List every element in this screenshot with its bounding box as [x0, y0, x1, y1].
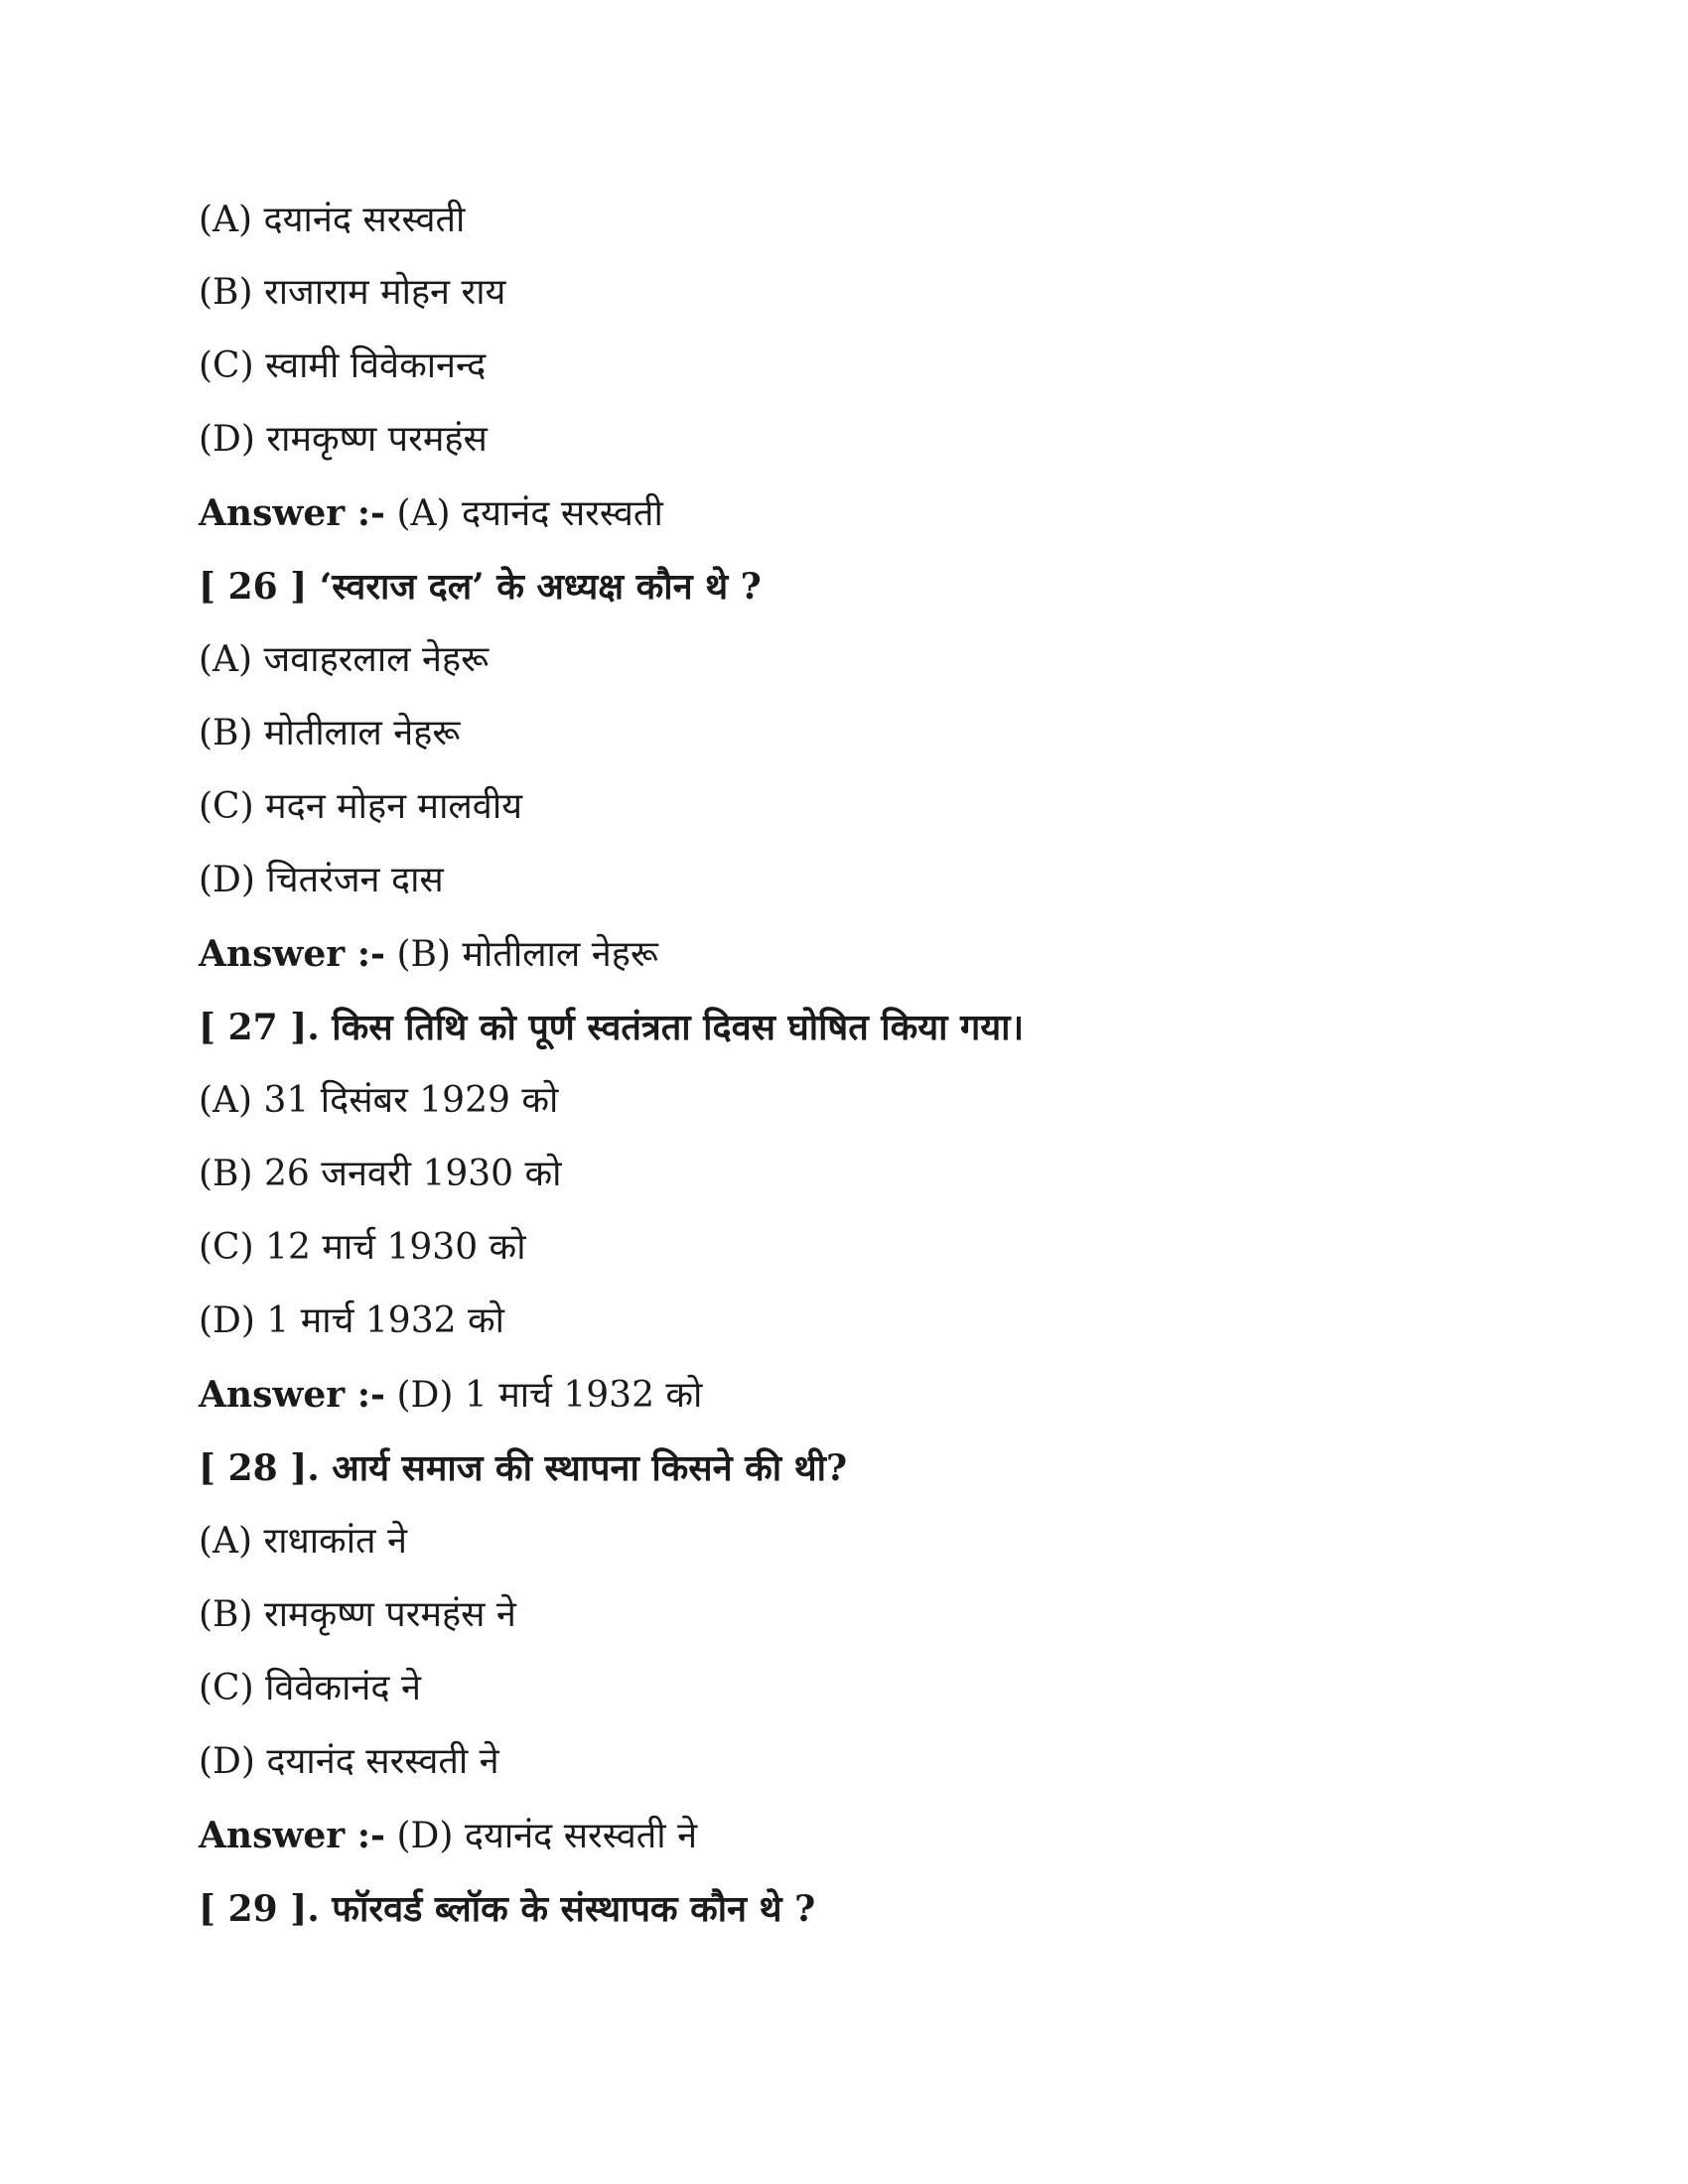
option-c-q25: (C) स्वामी विवेकानन्द — [199, 345, 487, 386]
question-27: [ 27 ]. किस तिथि को पूर्ण स्वतंत्रता दिवस घोषित किया गया। — [199, 1007, 1025, 1048]
option-c-q26: (C) मदन मोहन मालवीय — [199, 786, 523, 827]
answer-q25 — [199, 489, 663, 538]
answer-q27 — [199, 1371, 702, 1420]
option-a-q26: (A) जवाहरलाल नेहरू — [199, 639, 490, 680]
option-a-q25: (A) दयानंद सरस्वती — [199, 200, 466, 240]
option-b-q27: (B) 26 जनवरी 1930 को — [199, 1154, 562, 1194]
option-a-q28: (A) राधाकांत ने — [199, 1521, 407, 1562]
question-28: [ 28 ]. आर्य समाज की स्थापना किसने की थी? — [199, 1447, 848, 1489]
answer-value: (A) दयानंद सरस्वती — [396, 493, 663, 534]
option-d-q27: (D) 1 मार्च 1932 को — [199, 1300, 504, 1341]
option-b-q28: (B) रामकृष्ण परमहंस ने — [199, 1594, 516, 1635]
answer-value: (B) मोतीलाल नेहरू — [396, 934, 658, 975]
answer-label: Answer :- — [199, 1815, 385, 1856]
option-b-q25: (B) राजाराम मोहन राय — [199, 272, 506, 313]
option-d-q26: (D) चितरंजन दास — [199, 860, 444, 900]
answer-q26 — [199, 930, 658, 979]
answer-label: Answer :- — [199, 492, 385, 534]
answer-q28 — [199, 1812, 697, 1860]
option-b-q26: (B) मोतीलाल नेहरू — [199, 713, 461, 753]
option-d-q25: (D) रामकृष्ण परमहंस — [199, 419, 488, 460]
option-c-q28: (C) विवेकानंद ने — [199, 1668, 421, 1708]
question-29: [ 29 ]. फॉरवर्ड ब्लॉक के संस्थापक कौन थे ? — [199, 1888, 816, 1930]
option-d-q28: (D) दयानंद सरस्वती ने — [199, 1741, 499, 1782]
answer-value: (D) 1 मार्च 1932 को — [396, 1375, 703, 1416]
question-26: [ 26 ] ‘स्वराज दल’ के अध्यक्ष कौन थे ? — [199, 566, 762, 608]
option-c-q27: (C) 12 मार्च 1930 को — [199, 1227, 526, 1268]
answer-value: (D) दयानंद सरस्वती ने — [396, 1816, 698, 1856]
option-a-q27: (A) 31 दिसंबर 1929 को — [199, 1080, 559, 1121]
answer-label: Answer :- — [199, 933, 385, 975]
answer-label: Answer :- — [199, 1374, 385, 1416]
